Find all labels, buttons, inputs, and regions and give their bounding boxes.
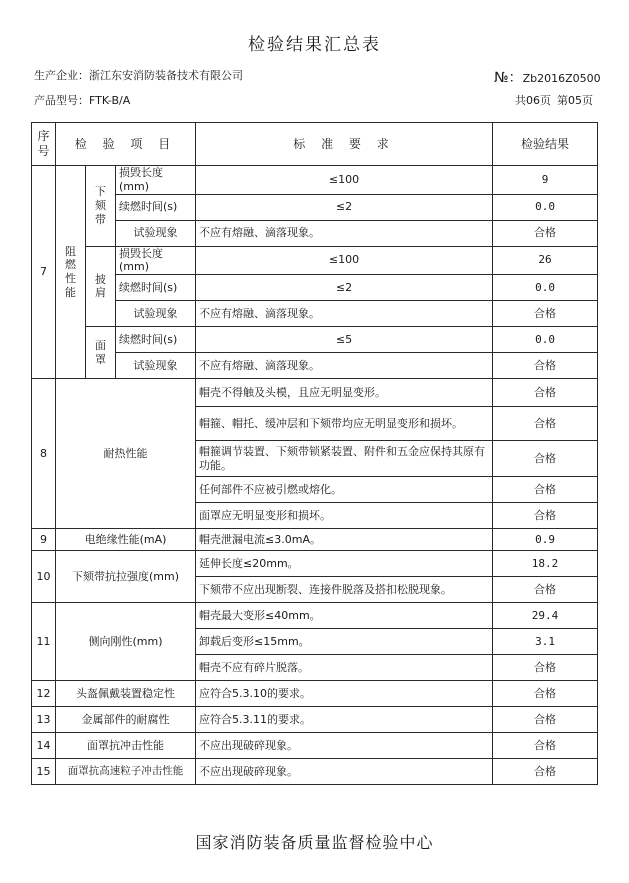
table-row	[32, 246, 598, 275]
seq-cell: 13	[32, 707, 56, 733]
result-cell: 合格	[493, 577, 598, 603]
seq-cell: 11	[32, 603, 56, 681]
standard-cell: 任何部件不应被引燃或熔化。	[196, 477, 493, 503]
header-item: 检 验 项 目	[56, 123, 196, 166]
result-cell: 0.9	[493, 529, 598, 551]
table-row	[32, 220, 598, 246]
item-cell: 续燃时间(s)	[116, 275, 196, 301]
table-row	[32, 681, 598, 707]
result-cell: 合格	[493, 655, 598, 681]
seq-cell: 7	[32, 166, 56, 379]
page-title: 检验结果汇总表	[248, 35, 381, 55]
result-cell: 合格	[493, 759, 598, 785]
result-cell: 18.2	[493, 551, 598, 577]
standard-cell: 下颏带不应出现断裂、连接件脱落及搭扣松脱现象。	[196, 577, 493, 603]
result-cell: 0.0	[493, 275, 598, 301]
result-cell: 合格	[493, 441, 598, 477]
seq-cell: 8	[32, 379, 56, 529]
header-seq: 序 号	[32, 123, 56, 166]
item-cell: 损毁长度(mm)	[116, 246, 196, 275]
result-cell: 29.4	[493, 603, 598, 629]
item-cell: 电绝缘性能(mA)	[56, 529, 196, 551]
table-row	[32, 379, 598, 407]
result-cell: 合格	[493, 733, 598, 759]
table-row	[32, 529, 598, 551]
seq-cell: 14	[32, 733, 56, 759]
standard-cell: 应符合5.3.11的要求。	[196, 707, 493, 733]
result-cell: 26	[493, 246, 598, 275]
table-row	[32, 166, 598, 195]
report-number	[494, 67, 601, 87]
seq-cell: 12	[32, 681, 56, 707]
result-cell: 合格	[493, 707, 598, 733]
item-cell: 续燃时间(s)	[116, 194, 196, 220]
table-row	[32, 353, 598, 379]
part-label-cape: 披 肩	[86, 246, 116, 327]
standard-cell: 帽壳泄漏电流≤3.0mA。	[196, 529, 493, 551]
table-row	[32, 194, 598, 220]
result-cell: 合格	[493, 220, 598, 246]
table-row	[32, 275, 598, 301]
standard-cell: ≤100	[196, 246, 493, 275]
result-cell: 合格	[493, 503, 598, 529]
standard-cell: ≤2	[196, 275, 493, 301]
manufacturer-line	[34, 67, 243, 83]
model-label: 产品型号：	[34, 94, 89, 107]
table-row	[32, 733, 598, 759]
model-value: FTK-B/A	[89, 94, 131, 107]
manufacturer-label: 生产企业：	[34, 69, 89, 82]
table-row	[32, 707, 598, 733]
result-cell: 合格	[493, 477, 598, 503]
item-cell: 耐热性能	[56, 379, 196, 529]
standard-cell: 不应有熔融、滴落现象。	[196, 301, 493, 327]
standard-cell: 帽箍、帽托、缓冲层和下颏带均应无明显变形和损坏。	[196, 407, 493, 441]
results-table	[31, 122, 598, 785]
standard-cell: 延伸长度≤20mm。	[196, 551, 493, 577]
standard-cell: 应符合5.3.10的要求。	[196, 681, 493, 707]
result-cell: 3.1	[493, 629, 598, 655]
result-cell: 合格	[493, 681, 598, 707]
result-cell: 9	[493, 166, 598, 195]
standard-cell: 帽箍调节装置、下颏带锁紧装置、附件和五金应保持其原有功能。	[196, 441, 493, 477]
item-cell: 损毁长度(mm)	[116, 166, 196, 195]
standard-cell: 不应出现破碎现象。	[196, 733, 493, 759]
item-cell: 头盔佩戴装置稳定性	[56, 681, 196, 707]
result-cell: 合格	[493, 353, 598, 379]
result-cell: 合格	[493, 379, 598, 407]
table-header-row	[32, 123, 598, 166]
item-cell: 面罩抗高速粒子冲击性能	[56, 759, 196, 785]
manufacturer-name: 浙江东安消防装备技术有限公司	[89, 69, 243, 82]
table-row	[32, 327, 598, 353]
table-row	[32, 301, 598, 327]
standard-cell: ≤5	[196, 327, 493, 353]
number-symbol: №：	[494, 70, 523, 86]
header-result: 检验结果	[493, 123, 598, 166]
item-cell: 试验现象	[116, 301, 196, 327]
standard-cell: 不应有熔融、滴落现象。	[196, 220, 493, 246]
issuing-authority: 国家消防装备质量监督检验中心	[195, 833, 434, 852]
part-label-chinstrap: 下 颏 带	[86, 166, 116, 247]
standard-cell: 不应有熔融、滴落现象。	[196, 353, 493, 379]
model-line	[34, 92, 130, 108]
standard-cell: 帽壳不得触及头模，且应无明显变形。	[196, 379, 493, 407]
table-row	[32, 551, 598, 577]
standard-cell: 不应出现破碎现象。	[196, 759, 493, 785]
result-cell: 合格	[493, 301, 598, 327]
standard-cell: 帽壳不应有碎片脱落。	[196, 655, 493, 681]
item-cell: 试验现象	[116, 220, 196, 246]
total-pages: 共06页	[515, 94, 551, 107]
item-cell: 金属部件的耐腐性	[56, 707, 196, 733]
seq-cell: 10	[32, 551, 56, 603]
result-cell: 0.0	[493, 194, 598, 220]
item-cell: 下颏带抗拉强度(mm)	[56, 551, 196, 603]
table-row	[32, 603, 598, 629]
seq-cell: 9	[32, 529, 56, 551]
standard-cell: 帽壳最大变形≤40mm。	[196, 603, 493, 629]
item-cell: 侧向刚性(mm)	[56, 603, 196, 681]
table-row	[32, 759, 598, 785]
item-cell: 面罩抗冲击性能	[56, 733, 196, 759]
page-counter	[515, 92, 593, 108]
standard-cell: ≤100	[196, 166, 493, 195]
report-number-value: Zb2016Z0500	[522, 72, 601, 85]
item-cell: 试验现象	[116, 353, 196, 379]
result-cell: 0.0	[493, 327, 598, 353]
header-standard: 标 准 要 求	[196, 123, 493, 166]
standard-cell: 卸载后变形≤15mm。	[196, 629, 493, 655]
part-label-visor: 面 罩	[86, 327, 116, 379]
flame-group-label: 阻 燃 性 能	[56, 166, 86, 379]
standard-cell: 面罩应无明显变形和损坏。	[196, 503, 493, 529]
standard-cell: ≤2	[196, 194, 493, 220]
current-page: 第05页	[557, 94, 593, 107]
seq-cell: 15	[32, 759, 56, 785]
result-cell: 合格	[493, 407, 598, 441]
item-cell: 续燃时间(s)	[116, 327, 196, 353]
